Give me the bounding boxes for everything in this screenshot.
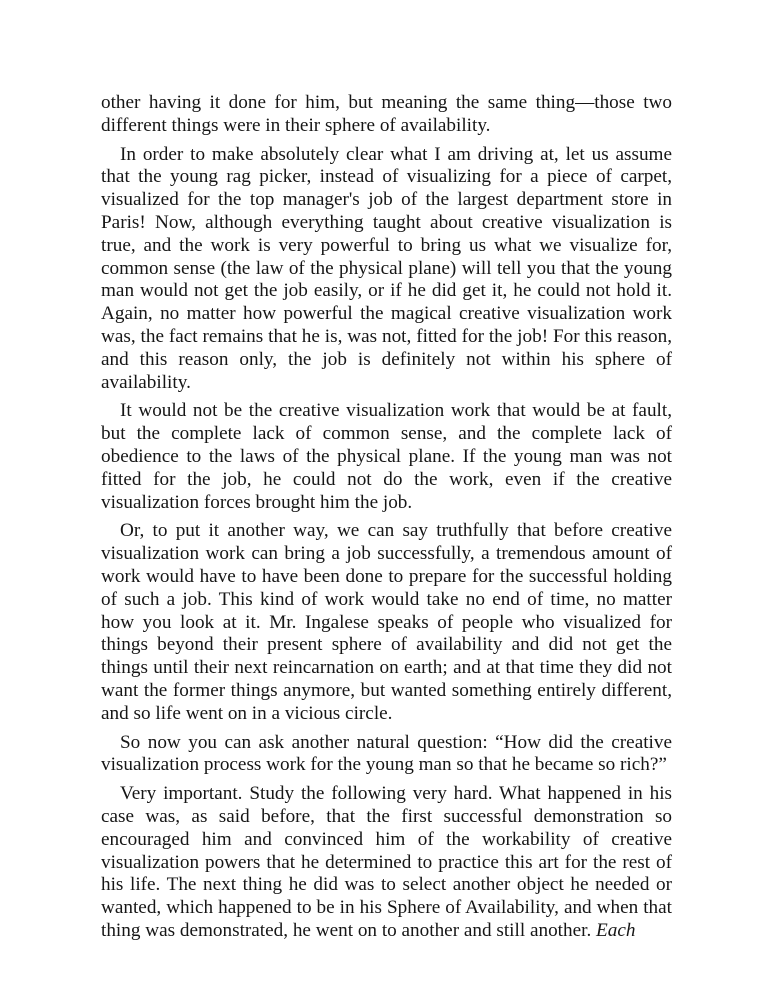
paragraph-4: Or, to put it another way, we can say truthfully that before creative visualization work can bring a job successfully, a tremendous amount of work would have to have been done to prepare for the successful holding of such a job. This kind of work would take no end of time, no matter how you look at it. Mr. Ingalese speaks of people who visualized for things beyond their present sphere of availability and did not get the things until their next reincarnation on earth; and at that time they did not want the former things anymore, but wanted something entirely different, and so life went on in a vicious circle. [101, 520, 672, 724]
paragraph-6-text: Very important. Study the following very hard. What happened in his case was, as said before, that the first successful demonstration so encouraged him and convinced him of the workability of creative visualization powers that he determined to practice this art for the rest of his life. The next thing he did was to select another object he needed or wanted, which happened to be in his Sphere of Availability, and when that thing was demonstrated, he went on to another and still another. [101, 783, 672, 941]
page-body [101, 92, 672, 949]
paragraph-5: So now you can ask another natural question: “How did the creative visualization process work for the young man so that he became so rich?” [101, 731, 672, 776]
paragraph-1: other having it done for him, but meaning the same thing—those two different things were in their sphere of availability. [101, 92, 672, 136]
paragraph-3: It would not be the creative visualization work that would be at fault, but the complete lack of common sense, and the complete lack of obedience to the laws of the physical plane. If the young man was not fitted for the job, he could not do the work, even if the creative visualization forces brought him the job. [101, 400, 672, 513]
paragraph-6-italic-word: Each [596, 919, 636, 941]
paragraph-2: In order to make absolutely clear what I am driving at, let us assume that the young rag picker, instead of visualizing for a piece of carpet, visualized for the top manager's job of the largest department store in Paris! Now, although everything taught about creative visualization is true, and the work is very powerful to bring us what we visualize for, common sense (the law of the physical plane) will tell you that the young man would not get the job easily, or if he did get it, he could not hold it. Again, no matter how powerful the magical creative visualization work was, the fact remains that he is, was not, fitted for the job! For this reason, and this reason only, the job is definitely not within his sphere of availability. [101, 143, 672, 393]
paragraph-6 [101, 783, 672, 943]
